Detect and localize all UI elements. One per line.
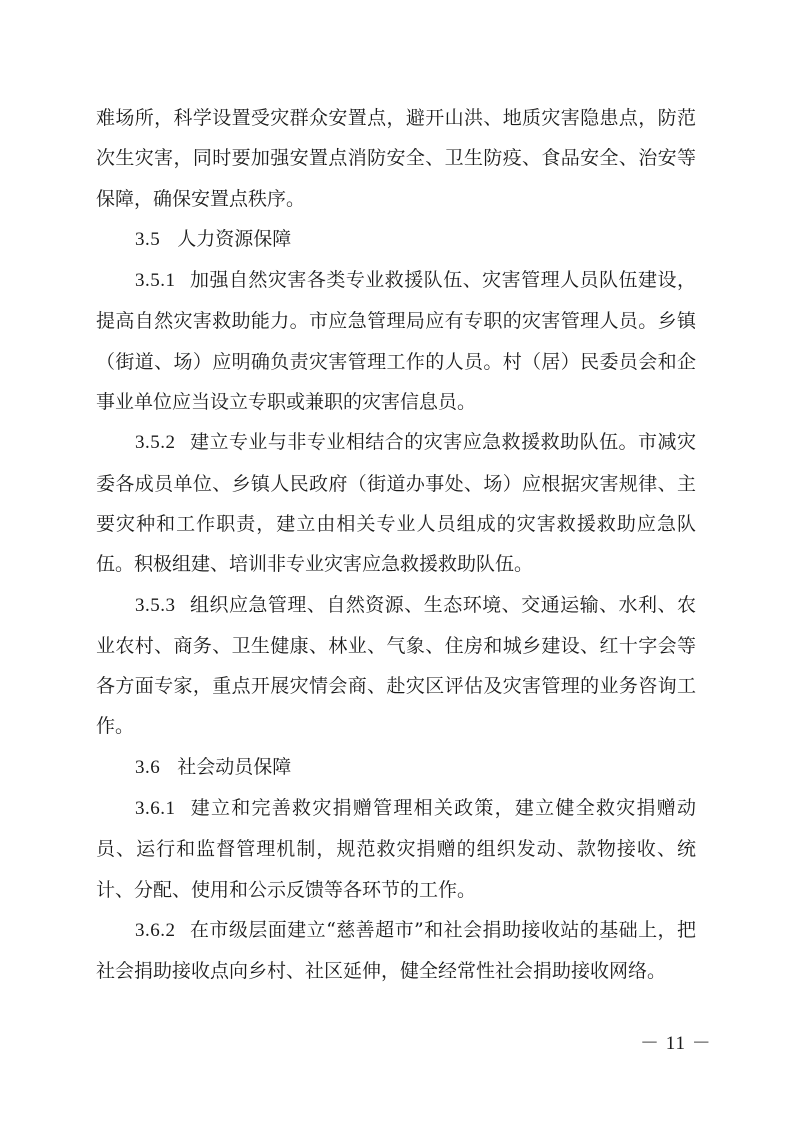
- section-heading-3-5: [96, 219, 696, 260]
- section-number: 3.5: [135, 228, 161, 250]
- continuation-paragraph: [96, 98, 696, 219]
- paragraph-text: 加强自然灾害各类专业救援队伍、灾害管理人员队伍建设，提高自然灾害救助能力。市应急管理局应有专职的灾害管理人员。乡镇（街道、场）应明确负责灾害管理工作的人员。村（居）民委员会和企事业单位应当设立专职或兼职的灾害信息员。: [96, 269, 696, 414]
- section-title: 社会动员保障: [177, 755, 292, 778]
- paragraph-text: 在市级层面建立“慈善超市”和社会捐助接收站的基础上，把社会捐助接收点向乡村、社区延伸，健全经常性社会捐助接收网络。: [96, 918, 696, 983]
- paragraph-3-5-3: [96, 585, 696, 747]
- paragraph-text: 组织应急管理、自然资源、生态环境、交通运输、水利、农业农村、商务、卫生健康、林业、气象、住房和城乡建设、红十字会等各方面专家，重点开展灾情会商、赴灾区评估及灾害管理的业务咨询工作。: [96, 593, 696, 738]
- clause-number: 3.5.1: [135, 270, 176, 292]
- clause-number: 3.6.1: [135, 798, 176, 820]
- clause-number: 3.6.2: [135, 919, 176, 941]
- paragraph-text: 建立专业与非专业相结合的灾害应急救援救助队伍。市减灾委各成员单位、乡镇人民政府（街道办事处、场）应根据灾害规律、主要灾种和工作职责，建立由相关专业人员组成的灾害救援救助应急队伍。积极组建、培训非专业灾害应急救援救助队伍。: [96, 431, 696, 576]
- paragraph-3-5-1: [96, 260, 696, 422]
- section-title: 人力资源保障: [177, 227, 292, 250]
- clause-number: 3.5.2: [135, 432, 176, 454]
- paragraph-3-5-2: [96, 422, 696, 584]
- clause-number: 3.5.3: [135, 594, 176, 616]
- document-body: [96, 98, 696, 992]
- section-heading-3-6: [96, 747, 696, 788]
- paragraph-text: 难场所，科学设置受灾群众安置点，避开山洪、地质灾害隐患点，防范次生灾害，同时要加强安置点消防安全、卫生防疫、食品安全、治安等保障，确保安置点秩序。: [96, 107, 696, 210]
- paragraph-3-6-2: [96, 910, 696, 992]
- paragraph-text: 建立和完善救灾捐赠管理相关政策，建立健全救灾捐赠动员、运行和监督管理机制，规范救灾捐赠的组织发动、款物接收、统计、分配、使用和公示反馈等各环节的工作。: [96, 797, 696, 901]
- section-number: 3.6: [135, 756, 161, 778]
- page-number: － 11 －: [640, 1033, 712, 1054]
- paragraph-3-6-1: [96, 788, 696, 910]
